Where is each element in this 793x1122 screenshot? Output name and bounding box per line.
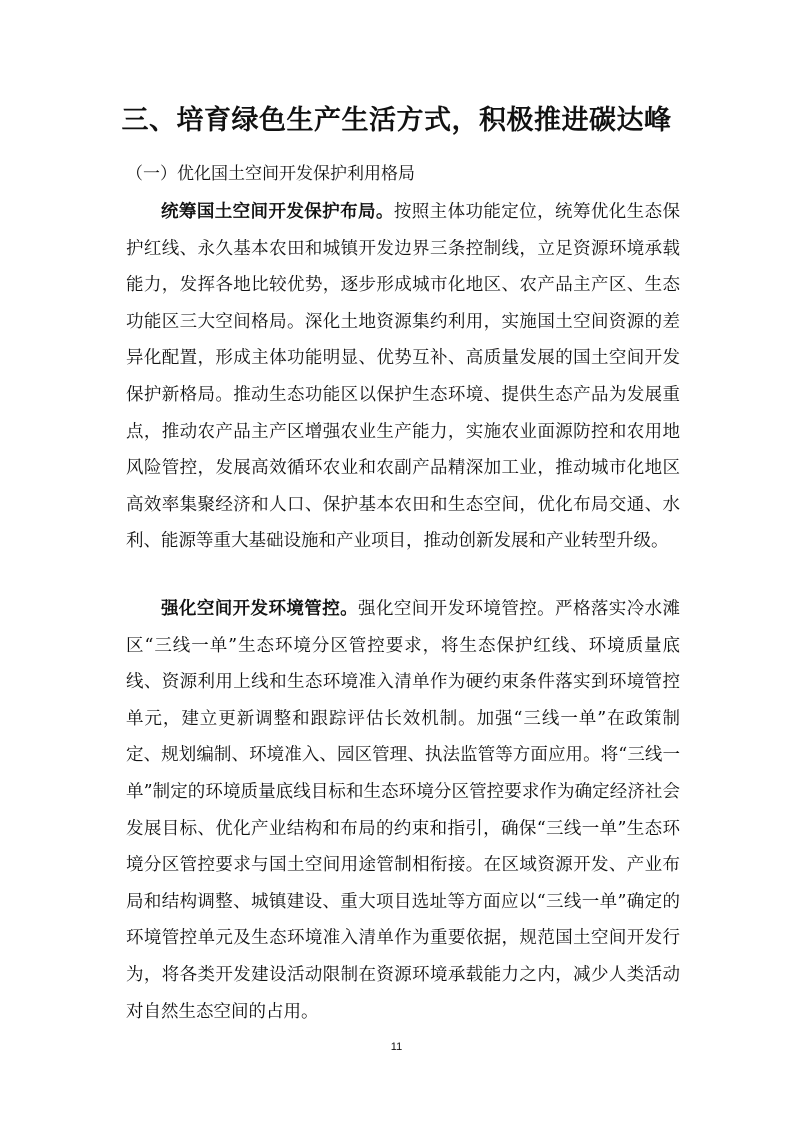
paragraph-body: 强化空间开发环境管控。严格落实冷水滩区“三线一单”生态环境分区管控要求，将生态保护红线、环境质量底线、资源利用上线和生态环境准入清单作为硬约束条件落实到环境管控单元，建立更新调整和跟踪评估长效机制。加强“三线一单”在政策制定、规划编制、环境准入、园区管理、执法监管等方面应用。将“三线一单”制定的环境质量底线目标和生态环境分区管控要求作为确定经济社会发展目标、优化产业结构和布局的约束和指引，确保“三线一单”生态环境分区管控要求与国土空间用途管制相衔接。在区域资源开发、产业布局和结构调整、城镇建设、重大项目选址等方面应以“三线一单”确定的环境管控单元及生态环境准入清单作为重要依据，规范国土空间开发行为，将各类开发建设活动限制在资源环境承载能力之内，减少人类活动对自然生态空间的占用。 (126, 599, 681, 1022)
paragraph-lead: 强化空间开发环境管控。 (161, 599, 359, 619)
paragraph-lead: 统筹国土空间开发保护布局。 (161, 202, 394, 222)
paragraph-body: 按照主体功能定位，统筹优化生态保护红线、永久基本农田和城镇开发边界三条控制线，立足资源环境承载能力，发挥各地比较优势，逐步形成城市化地区、农产品主产区、生态功能区三大空间格局。深化土地资源集约利用，实施国土空间资源的差异化配置，形成主体功能明显、优势互补、高质量发展的国土空间开发保护新格局。推动生态功能区以保护生态环境、提供生态产品为发展重点，推动农产品主产区增强农业生产能力，实施农业面源防控和农用地风险管控，发展高效循环农业和农副产品精深加工业，推动城市化地区高效率集聚经济和人口、保护基本农田和生态空间，优化布局交通、水利、能源等重大基础设施和产业项目，推动创新发展和产业转型升级。 (126, 202, 681, 552)
subsection-heading: （一）优化国土空间开发保护利用格局 (126, 164, 415, 184)
paragraph-environmental-control (126, 591, 680, 1030)
paragraph-spatial-layout (126, 194, 680, 560)
page-number: 11 (390, 1041, 403, 1053)
section-title: 三、培育绿色生产生活方式，积极推进碳达峰 (121, 105, 672, 136)
